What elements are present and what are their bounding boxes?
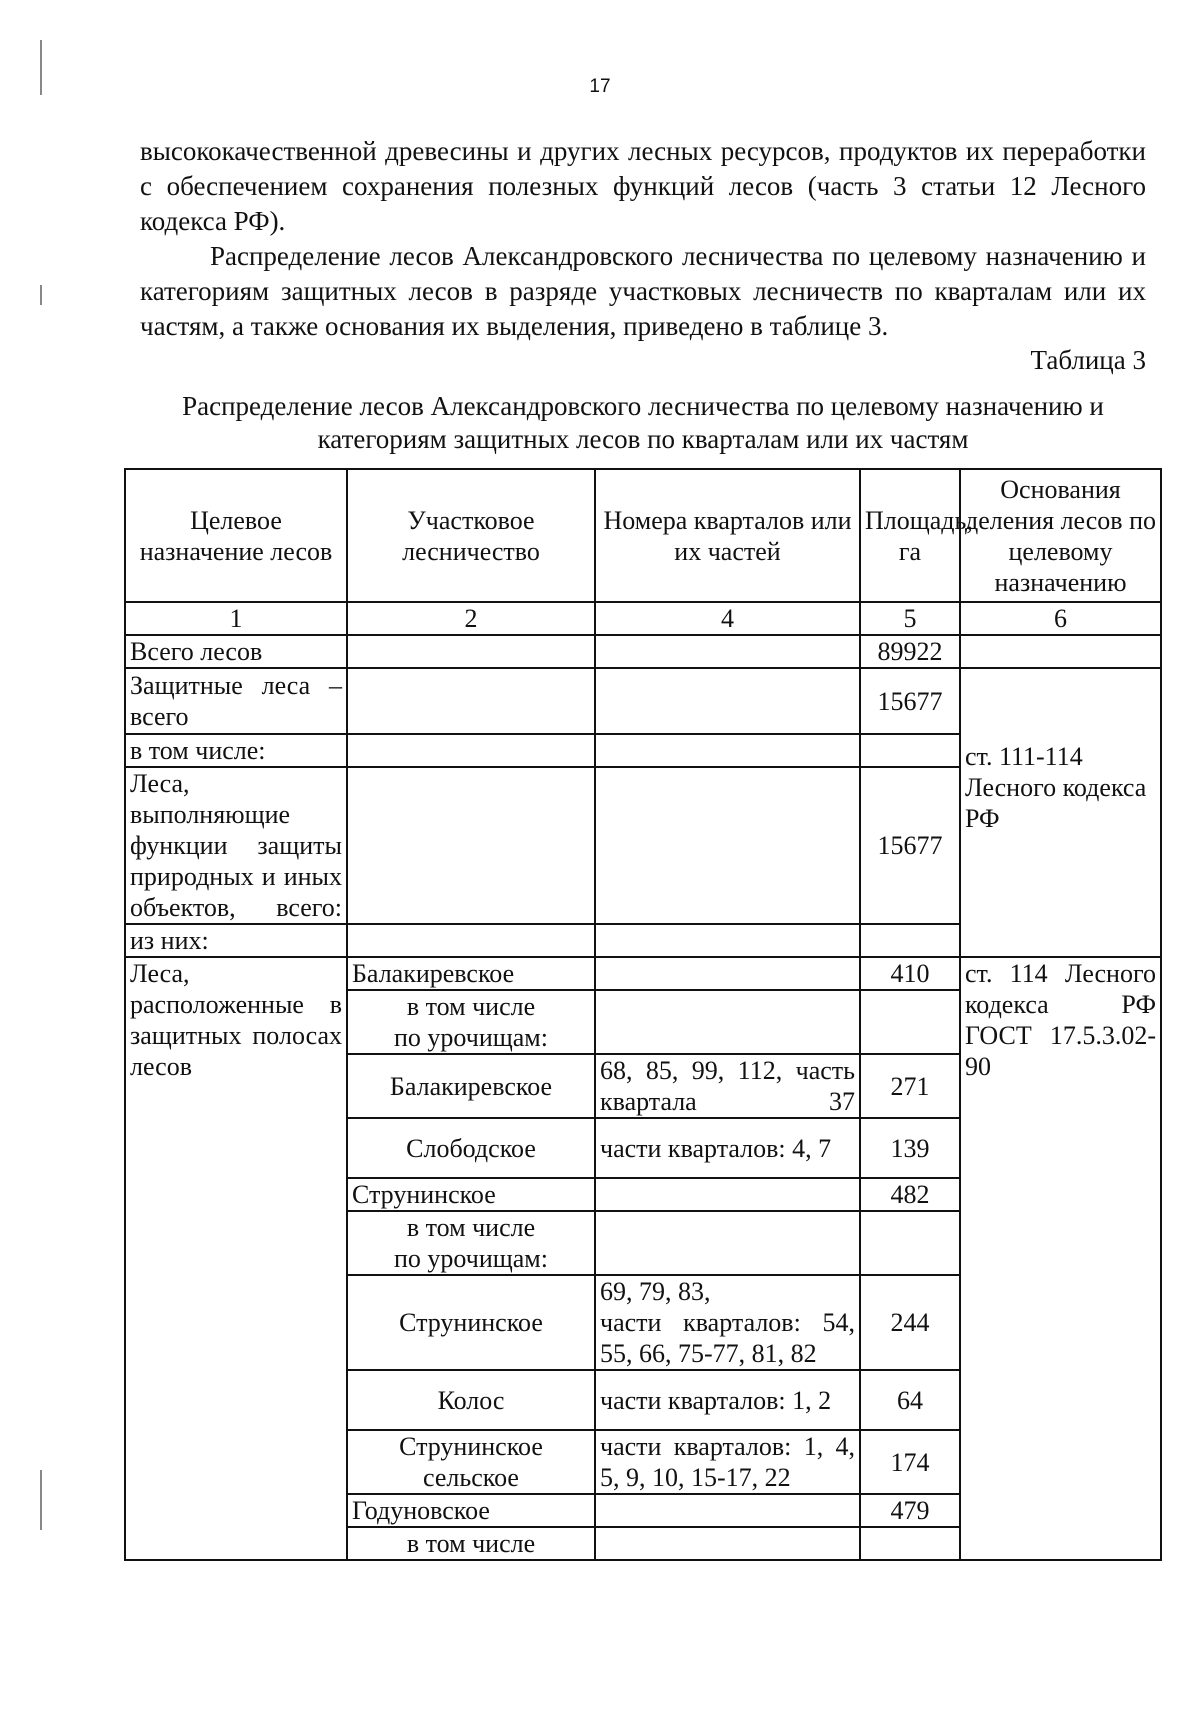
tracts-header-line-1: в том числе bbox=[406, 1213, 536, 1242]
forest-distribution-table bbox=[124, 468, 1162, 1561]
cell-empty bbox=[595, 668, 860, 734]
cell-basis-strips bbox=[960, 957, 1161, 1560]
cell-tract-name: Слободское bbox=[347, 1118, 595, 1178]
cell-district-area: 410 bbox=[860, 957, 960, 990]
table-row-total bbox=[125, 635, 1161, 668]
header-number: 2 bbox=[347, 602, 595, 635]
cell-district-name: Струнинское bbox=[347, 1178, 595, 1211]
cell-tract-name: Балакиревское bbox=[347, 1054, 595, 1118]
table-title bbox=[140, 390, 1146, 456]
cell-empty bbox=[595, 767, 860, 924]
paragraph-continuation: высококачественной древесины и других лесных ресурсов, продуктов их переработки с обеспечением сохранения полезных функций лесов (часть 3 статьи 12 Лесного кодекса РФ). bbox=[140, 136, 1146, 236]
cell-empty bbox=[595, 924, 860, 957]
cell-empty bbox=[960, 635, 1161, 668]
cell-tract-name: Колос bbox=[347, 1370, 595, 1430]
cell-empty bbox=[595, 1494, 860, 1527]
table-title-line-2: категориям защитных лесов по кварталам или их частям bbox=[317, 424, 969, 454]
cell-empty bbox=[595, 1527, 860, 1560]
header-number: 4 bbox=[595, 602, 860, 635]
table-header-numbers-row bbox=[125, 602, 1161, 635]
cell-tract-area: 64 bbox=[860, 1370, 960, 1430]
cell-of-them-label: из них: bbox=[125, 924, 347, 957]
cell-empty bbox=[347, 767, 595, 924]
cell-tract-area: 271 bbox=[860, 1054, 960, 1118]
cell-tract-area: 139 bbox=[860, 1118, 960, 1178]
cell-empty bbox=[595, 1178, 860, 1211]
cell-basis-protective: ст. 111-114 Лесного кодекса РФ bbox=[960, 668, 1161, 957]
cell-empty bbox=[860, 924, 960, 957]
cell-tracts-header bbox=[347, 1211, 595, 1275]
header-number: 1 bbox=[125, 602, 347, 635]
cell-empty bbox=[595, 734, 860, 767]
cell-tract-quarters: 68, 85, 99, 112, часть квартала 37 bbox=[595, 1054, 860, 1118]
cell-empty bbox=[860, 734, 960, 767]
table-label: Таблица 3 bbox=[1030, 345, 1146, 375]
table-header-row bbox=[125, 469, 1161, 602]
cell-empty bbox=[347, 734, 595, 767]
cell-protective-label: Защитные леса – всего bbox=[125, 668, 347, 734]
table-row-protective bbox=[125, 668, 1161, 734]
cell-empty bbox=[860, 1211, 960, 1275]
cell-empty bbox=[860, 990, 960, 1054]
cell-district-name: Годуновское bbox=[347, 1494, 595, 1527]
cell-strips-label: Леса, расположенные в защитных полосах лесов bbox=[125, 957, 347, 1560]
basis-strips-gost: ГОСТ 17.5.3.02-90 bbox=[965, 1021, 1156, 1081]
header-basis: Основания деления лесов по целевому назначению bbox=[960, 469, 1161, 602]
cell-tract-quarters: части кварталов: 1, 4, 5, 9, 10, 15-17, 22 bbox=[595, 1430, 860, 1494]
cell-empty bbox=[860, 1527, 960, 1560]
header-number: 5 bbox=[860, 602, 960, 635]
page-number: 17 bbox=[589, 76, 611, 97]
cell-district-name: Балакиревское bbox=[347, 957, 595, 990]
tracts-header-line-1: в том числе bbox=[406, 992, 536, 1021]
cell-including-label: в том числе: bbox=[125, 734, 347, 767]
table-row-balakirevskoe bbox=[125, 957, 1161, 990]
table-title-line-1: Распределение лесов Александровского лесничества по целевому назначению и bbox=[182, 391, 1104, 421]
cell-total-area: 89922 bbox=[860, 635, 960, 668]
tract-quarters-line-1: 69, 79, 83, bbox=[600, 1277, 711, 1306]
cell-tract-quarters bbox=[595, 1275, 860, 1370]
header-quarters: Номера кварталов или их частей bbox=[595, 469, 860, 602]
cell-tracts-header bbox=[347, 990, 595, 1054]
header-district: Участковое лесничество bbox=[347, 469, 595, 602]
cell-empty bbox=[595, 990, 860, 1054]
cell-empty bbox=[347, 668, 595, 734]
tracts-header-line-2: по урочищам: bbox=[394, 1023, 548, 1052]
body-text bbox=[140, 134, 1146, 344]
paragraph-distribution: Распределение лесов Александровского лесничества по целевому назначению и категориям защитных лесов в разряде участковых лесничеств по кварталам или их частям, а также основания их выделения, приведено в таблице 3. bbox=[140, 241, 1146, 341]
cell-empty bbox=[347, 924, 595, 957]
cell-tract-area: 244 bbox=[860, 1275, 960, 1370]
header-number: 6 bbox=[960, 602, 1161, 635]
cell-tract-quarters: части кварталов: 4, 7 bbox=[595, 1118, 860, 1178]
cell-empty bbox=[595, 635, 860, 668]
basis-strips-article: ст. 114 Лесного кодекса РФ bbox=[965, 959, 1156, 1019]
cell-empty bbox=[347, 635, 595, 668]
tracts-header-line-2: по урочищам: bbox=[394, 1244, 548, 1273]
cell-district-area: 482 bbox=[860, 1178, 960, 1211]
header-purpose: Целевое назначение лесов bbox=[125, 469, 347, 602]
cell-functions-area: 15677 bbox=[860, 767, 960, 924]
cell-incl-last: в том числе bbox=[347, 1527, 595, 1560]
cell-tract-area: 174 bbox=[860, 1430, 960, 1494]
cell-total-label: Всего лесов bbox=[125, 635, 347, 668]
header-area: Площадь, га bbox=[860, 469, 960, 602]
cell-district-area: 479 bbox=[860, 1494, 960, 1527]
cell-empty bbox=[595, 957, 860, 990]
cell-tract-name: Струнинское сельское bbox=[347, 1430, 595, 1494]
cell-tract-name: Струнинское bbox=[347, 1275, 595, 1370]
cell-tract-quarters: части кварталов: 1, 2 bbox=[595, 1370, 860, 1430]
cell-protective-area: 15677 bbox=[860, 668, 960, 734]
cell-functions-label: Леса, выполняющие функции защиты природных и иных объектов, всего: bbox=[125, 767, 347, 924]
cell-empty bbox=[595, 1211, 860, 1275]
tract-quarters-line-2: части кварталов: 54, 55, 66, 75-77, 81, 82 bbox=[600, 1308, 855, 1368]
